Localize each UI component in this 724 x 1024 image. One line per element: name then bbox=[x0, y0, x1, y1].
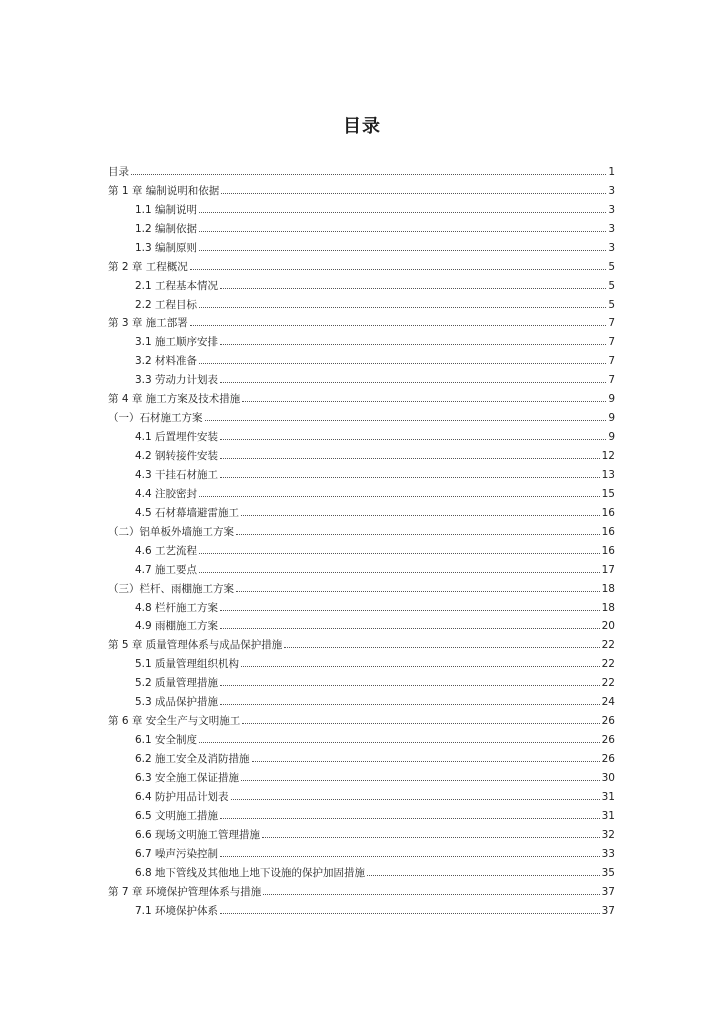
toc-entry-page-number: 37 bbox=[601, 904, 615, 917]
toc-entry-label: 第 3 章 施工部署 bbox=[108, 317, 188, 330]
dot-leader bbox=[220, 704, 600, 705]
toc-entry-page-number: 9 bbox=[608, 393, 615, 406]
dot-leader bbox=[220, 610, 600, 611]
toc-entry-label: 1.1 编制说明 bbox=[135, 203, 198, 216]
toc-entry[interactable] bbox=[108, 462, 615, 481]
toc-entry-label: 4.7 施工要点 bbox=[135, 563, 198, 576]
dot-leader bbox=[241, 666, 600, 667]
toc-entry-label: 6.7 噪声污染控制 bbox=[135, 847, 219, 860]
dot-leader bbox=[242, 723, 599, 724]
dot-leader bbox=[236, 591, 600, 592]
toc-entry-page-number: 22 bbox=[601, 677, 615, 690]
toc-entry-page-number: 5 bbox=[608, 260, 615, 273]
toc-entry-label: 6.6 现场文明施工管理措施 bbox=[135, 828, 261, 841]
dot-leader bbox=[199, 307, 606, 308]
dot-leader bbox=[221, 193, 606, 194]
toc-entry-label: 6.8 地下管线及其他地上地下设施的保护加固措施 bbox=[135, 866, 366, 879]
toc-entry-label: 第 5 章 质量管理体系与成品保护措施 bbox=[108, 639, 283, 652]
toc-entry-label: 4.9 雨棚施工方案 bbox=[135, 620, 219, 633]
toc-entry[interactable] bbox=[108, 746, 615, 765]
toc-entry-page-number: 9 bbox=[608, 431, 615, 444]
toc-entry-label: 4.8 栏杆施工方案 bbox=[135, 601, 219, 614]
toc-entry[interactable] bbox=[108, 879, 615, 898]
toc-entry[interactable] bbox=[108, 898, 615, 917]
toc-entry-label: 3.2 材料准备 bbox=[135, 355, 198, 368]
toc-entry-label: 1.2 编制依据 bbox=[135, 222, 198, 235]
toc-entry-page-number: 16 bbox=[601, 506, 615, 519]
dot-leader bbox=[199, 553, 600, 554]
toc-entry-page-number: 37 bbox=[601, 885, 615, 898]
toc-entry[interactable] bbox=[108, 595, 615, 614]
toc-entry-page-number: 31 bbox=[601, 809, 615, 822]
toc-entry-page-number: 22 bbox=[601, 658, 615, 671]
toc-entry-label: 6.2 施工安全及消防措施 bbox=[135, 753, 250, 765]
toc-entry[interactable] bbox=[108, 860, 615, 879]
dot-leader bbox=[199, 212, 606, 213]
toc-entry[interactable] bbox=[108, 329, 615, 348]
toc-entry-page-number: 26 bbox=[601, 715, 615, 728]
dot-leader bbox=[220, 628, 600, 629]
toc-entry-page-number: 33 bbox=[601, 847, 615, 860]
toc-entry-page-number: 31 bbox=[601, 790, 615, 803]
toc-entry-label: （一）石材施工方案 bbox=[108, 412, 203, 425]
toc-entry-page-number: 15 bbox=[601, 487, 615, 500]
toc-list bbox=[108, 159, 615, 917]
dot-leader bbox=[190, 325, 607, 326]
dot-leader bbox=[252, 761, 600, 762]
toc-entry-label: 4.1 后置埋件安装 bbox=[135, 431, 219, 444]
dot-leader bbox=[199, 496, 600, 497]
toc-entry-label: 6.5 文明施工措施 bbox=[135, 809, 219, 822]
toc-entry[interactable] bbox=[108, 178, 615, 197]
toc-entry-label: 7.1 环境保护体系 bbox=[135, 904, 219, 917]
dot-leader bbox=[367, 875, 600, 876]
toc-entry-label: 2.2 工程目标 bbox=[135, 298, 198, 311]
dot-leader bbox=[220, 439, 606, 440]
toc-entry-label: 4.2 钢转接件安装 bbox=[135, 450, 219, 462]
toc-entry[interactable] bbox=[108, 614, 615, 633]
toc-entry[interactable] bbox=[108, 159, 615, 178]
toc-entry[interactable] bbox=[108, 197, 615, 216]
toc-entry-label: 目录 bbox=[108, 165, 129, 178]
toc-entry-label: 1.3 编制原则 bbox=[135, 241, 198, 254]
dot-leader bbox=[231, 799, 600, 800]
dot-leader bbox=[199, 363, 606, 364]
toc-entry-label: 4.5 石材幕墙避雷施工 bbox=[135, 506, 240, 519]
toc-entry-page-number: 5 bbox=[608, 279, 615, 292]
toc-entry-page-number: 26 bbox=[601, 753, 615, 765]
toc-entry[interactable] bbox=[108, 367, 615, 386]
toc-entry[interactable] bbox=[108, 481, 615, 500]
toc-entry[interactable] bbox=[108, 292, 615, 311]
toc-entry[interactable] bbox=[108, 500, 615, 519]
toc-entry[interactable] bbox=[108, 424, 615, 443]
toc-entry-label: （二）铝单板外墙施工方案 bbox=[108, 525, 234, 538]
toc-entry[interactable] bbox=[108, 670, 615, 689]
dot-leader bbox=[220, 344, 606, 345]
toc-entry-label: 2.1 工程基本情况 bbox=[135, 279, 219, 292]
toc-entry-page-number: 32 bbox=[601, 828, 615, 841]
toc-entry-page-number: 30 bbox=[601, 771, 615, 784]
toc-entry[interactable] bbox=[108, 348, 615, 367]
toc-entry[interactable] bbox=[108, 727, 615, 746]
toc-entry-label: 4.3 干挂石材施工 bbox=[135, 468, 219, 481]
toc-entry-page-number: 20 bbox=[601, 620, 615, 633]
toc-entry[interactable] bbox=[108, 311, 615, 330]
dot-leader bbox=[242, 401, 606, 402]
toc-entry-page-number: 18 bbox=[601, 601, 615, 614]
dot-leader bbox=[262, 837, 600, 838]
toc-entry-label: 6.3 安全施工保证措施 bbox=[135, 771, 240, 784]
toc-entry-page-number: 35 bbox=[601, 866, 615, 879]
dot-leader bbox=[190, 269, 607, 270]
toc-entry-label: 4.4 注胶密封 bbox=[135, 487, 198, 500]
toc-entry[interactable] bbox=[108, 708, 615, 727]
toc-entry-page-number: 18 bbox=[601, 582, 615, 595]
dot-leader bbox=[220, 685, 600, 686]
dot-leader bbox=[241, 780, 600, 781]
toc-entry-label: 第 2 章 工程概况 bbox=[108, 260, 188, 273]
toc-entry-page-number: 17 bbox=[601, 563, 615, 576]
toc-entry-page-number: 22 bbox=[601, 639, 615, 652]
dot-leader bbox=[199, 572, 600, 573]
toc-entry-page-number: 9 bbox=[608, 412, 615, 425]
toc-entry[interactable] bbox=[108, 216, 615, 235]
toc-entry[interactable] bbox=[108, 254, 615, 273]
toc-entry-label: 5.1 质量管理组织机构 bbox=[135, 658, 240, 671]
toc-entry-page-number: 5 bbox=[608, 298, 615, 311]
dot-leader bbox=[241, 515, 600, 516]
toc-entry[interactable] bbox=[108, 557, 615, 576]
dot-leader bbox=[220, 856, 600, 857]
toc-entry-page-number: 13 bbox=[601, 468, 615, 481]
dot-leader bbox=[199, 742, 600, 743]
dot-leader bbox=[220, 913, 600, 914]
toc-entry-label: 5.3 成品保护措施 bbox=[135, 696, 219, 709]
toc-entry-label: 第 1 章 编制说明和依据 bbox=[108, 184, 220, 197]
toc-entry[interactable] bbox=[108, 538, 615, 557]
toc-entry[interactable] bbox=[108, 235, 615, 254]
toc-entry-page-number: 3 bbox=[608, 222, 615, 235]
toc-entry-label: 3.1 施工顺序安排 bbox=[135, 336, 219, 349]
dot-leader bbox=[236, 534, 600, 535]
toc-entry[interactable] bbox=[108, 822, 615, 841]
toc-entry[interactable] bbox=[108, 689, 615, 708]
toc-entry-page-number: 3 bbox=[608, 184, 615, 197]
dot-leader bbox=[199, 231, 606, 232]
toc-entry-label: 6.4 防护用品计划表 bbox=[135, 790, 229, 803]
toc-entry-page-number: 7 bbox=[608, 355, 615, 368]
toc-entry-label: 第 7 章 环境保护管理体系与措施 bbox=[108, 885, 262, 898]
toc-entry-page-number: 16 bbox=[601, 544, 615, 557]
dot-leader bbox=[220, 382, 606, 383]
toc-entry[interactable] bbox=[108, 576, 615, 595]
dot-leader bbox=[131, 174, 606, 175]
toc-entry-page-number: 12 bbox=[601, 450, 615, 462]
toc-entry[interactable] bbox=[108, 841, 615, 860]
toc-entry[interactable] bbox=[108, 386, 615, 405]
toc-entry[interactable] bbox=[108, 632, 615, 651]
toc-entry[interactable] bbox=[108, 803, 615, 822]
toc-entry[interactable] bbox=[108, 443, 615, 462]
toc-entry-label: 4.6 工艺流程 bbox=[135, 544, 198, 557]
toc-entry-page-number: 16 bbox=[601, 525, 615, 538]
toc-entry-page-number: 7 bbox=[608, 336, 615, 349]
toc-entry-page-number: 26 bbox=[601, 734, 615, 747]
toc-entry[interactable] bbox=[108, 273, 615, 292]
dot-leader bbox=[263, 894, 599, 895]
toc-entry-label: 5.2 质量管理措施 bbox=[135, 677, 219, 690]
toc-entry[interactable] bbox=[108, 405, 615, 424]
dot-leader bbox=[220, 288, 606, 289]
dot-leader bbox=[284, 647, 599, 648]
toc-entry-page-number: 3 bbox=[608, 241, 615, 254]
toc-entry-page-number: 24 bbox=[601, 696, 615, 709]
toc-entry-label: 6.1 安全制度 bbox=[135, 734, 198, 747]
toc-entry-page-number: 3 bbox=[608, 203, 615, 216]
toc-entry-label: （三）栏杆、雨棚施工方案 bbox=[108, 582, 234, 595]
toc-entry[interactable] bbox=[108, 519, 615, 538]
toc-entry-label: 第 4 章 施工方案及技术措施 bbox=[108, 393, 241, 406]
toc-entry-label: 3.3 劳动力计划表 bbox=[135, 374, 219, 387]
toc-entry[interactable] bbox=[108, 651, 615, 670]
toc-entry-label: 第 6 章 安全生产与文明施工 bbox=[108, 715, 241, 728]
dot-leader bbox=[220, 477, 600, 478]
toc-entry-page-number: 7 bbox=[608, 374, 615, 387]
toc-entry-page-number: 1 bbox=[608, 165, 615, 178]
dot-leader bbox=[220, 458, 600, 459]
dot-leader bbox=[220, 818, 600, 819]
dot-leader bbox=[199, 250, 606, 251]
toc-entry[interactable] bbox=[108, 765, 615, 784]
page-title: 目录 bbox=[343, 116, 381, 137]
toc-entry[interactable] bbox=[108, 784, 615, 803]
dot-leader bbox=[205, 420, 607, 421]
toc-entry-page-number: 7 bbox=[608, 317, 615, 330]
